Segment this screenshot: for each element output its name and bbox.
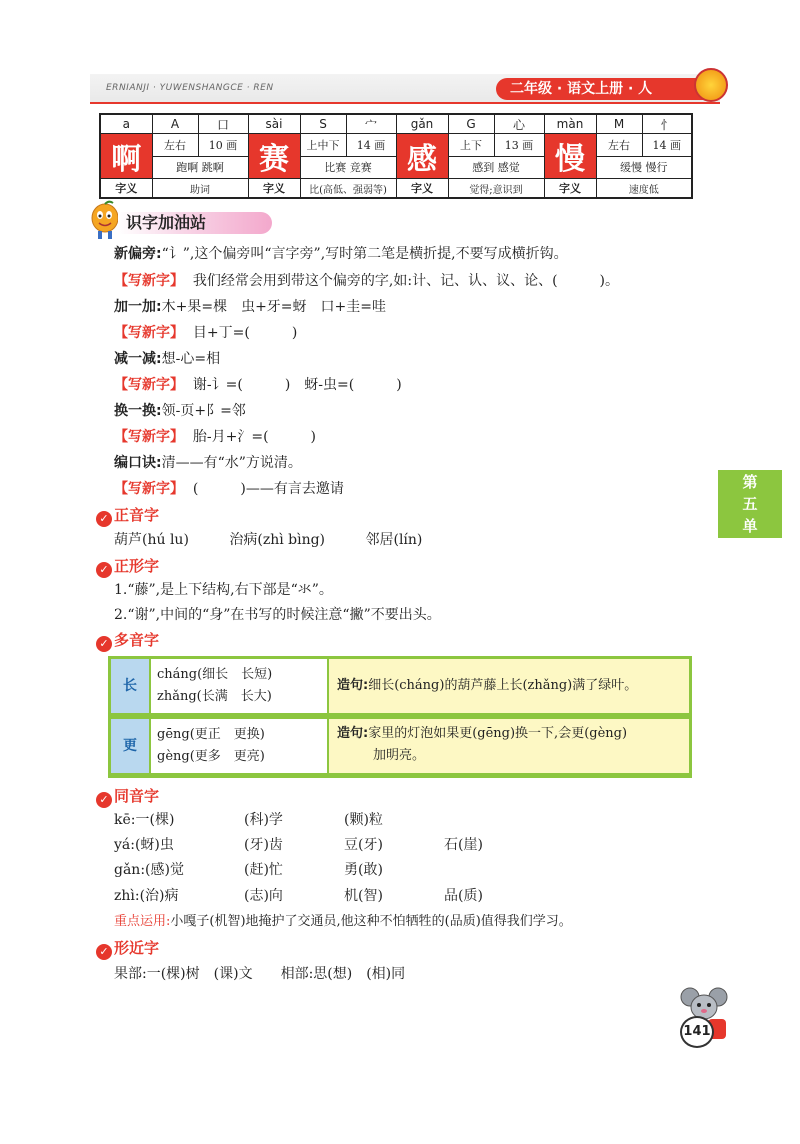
unit-side-tab <box>718 470 782 557</box>
structure-cell: 上中下 <box>300 134 346 157</box>
header-badge-icon <box>694 68 728 102</box>
line-text: 胎-月+氵=( ) <box>192 429 317 445</box>
mango-mascot-icon <box>88 200 122 240</box>
side-tab-char: 元 <box>742 539 758 557</box>
tongyin-row <box>114 886 483 906</box>
page-number: 141 <box>680 1016 714 1048</box>
line-text: ( )——有言去邀请 <box>192 481 344 497</box>
meaning-label: 字义 <box>248 179 300 199</box>
meaning-cell: 速度低 <box>596 179 692 199</box>
duoyin-table <box>108 656 692 778</box>
swap-line <box>114 401 246 421</box>
strokes-cell: 10 画 <box>198 134 248 157</box>
radical-cell: 心 <box>494 114 544 134</box>
cell: 品(质) <box>444 888 483 904</box>
check-icon: ✓ <box>96 792 112 808</box>
add-line <box>114 297 386 317</box>
write-line <box>114 375 402 395</box>
sentence-text: 家里的灯泡如果更(gēng)换一下,会更(gèng) <box>368 726 628 741</box>
cap-cell: A <box>152 114 198 134</box>
header-pinyin: ERNIANJI · YUWENSHANGCE · REN <box>106 83 274 93</box>
cell: gǎn:(感)觉 <box>114 862 184 878</box>
sentence-text: 细长(cháng)的葫芦藤上长(zhǎng)满了绿叶。 <box>368 678 638 693</box>
duoyin-sentence <box>329 659 689 713</box>
section-heading: 多音字 <box>114 631 160 649</box>
words-cell: 比赛 竞赛 <box>300 156 396 179</box>
line-text: 领-页+阝=邻 <box>161 403 246 419</box>
write-label: 【写新字】 <box>114 481 184 497</box>
write-label: 【写新字】 <box>114 273 184 289</box>
structure-cell: 左右 <box>596 134 642 157</box>
duoyin-key: 长 <box>111 659 149 713</box>
cell: kē:一(棵) <box>114 812 175 828</box>
write-line <box>114 479 344 499</box>
side-tab-char: 五 <box>742 495 758 513</box>
table-row <box>100 134 692 157</box>
pinyin-cell: a <box>100 114 152 134</box>
list-item: 葫芦(hú lu) <box>114 532 189 548</box>
side-tab-char: 单 <box>742 517 758 535</box>
line-label: 减一减: <box>114 351 162 367</box>
meaning-label: 字义 <box>100 179 152 199</box>
strokes-cell: 14 画 <box>346 134 396 157</box>
line-text: 想-心=相 <box>161 351 221 367</box>
cell: 机(智) <box>344 888 383 904</box>
write-line <box>114 271 619 291</box>
line-label: 编口诀: <box>114 455 162 471</box>
apply-line <box>114 912 572 932</box>
radical-cell: 忄 <box>642 114 692 134</box>
write-label: 【写新字】 <box>114 429 184 445</box>
pinyin-cell: sài <box>248 114 300 134</box>
reading: cháng(细长 长短) <box>157 667 273 682</box>
tongyin-row <box>114 835 483 855</box>
structure-cell: 上下 <box>448 134 494 157</box>
xingjin-title <box>96 938 159 960</box>
section-title: 识字加油站 <box>118 212 272 234</box>
line-text: 谢-讠=( ) 蚜-虫=( ) <box>192 377 402 393</box>
line-label: 加一加: <box>114 299 162 315</box>
character-table <box>99 113 693 199</box>
header-title: 二年级 · 语文上册 · 人 <box>496 78 718 100</box>
pinyin-cell: gǎn <box>396 114 448 134</box>
meaning-label: 字义 <box>396 179 448 199</box>
apply-text: 小嘎子(机智)地掩护了交通员,他这种不怕牺牲的(品质)值得我们学习。 <box>170 914 572 929</box>
duoyin-sentence <box>329 719 689 773</box>
words-cell: 缓慢 慢行 <box>596 156 692 179</box>
list-item: 2.“谢”,中间的“身”在书写的时候注意“撇”不要出头。 <box>114 607 441 623</box>
words-cell: 感到 感觉 <box>448 156 544 179</box>
header-divider <box>90 102 720 104</box>
rhyme-line <box>114 453 302 473</box>
line-text: 我们经常会用到带这个偏旁的字,如:计、记、认、议、论、( )。 <box>192 273 619 289</box>
cell: 勇(敢) <box>344 862 383 878</box>
list-item: 治病(zhì bìng) <box>229 532 326 548</box>
side-tab-char: 第 <box>742 473 758 491</box>
table-row <box>109 657 691 715</box>
radical-cell: 口 <box>198 114 248 134</box>
section-heading: 形近字 <box>114 939 160 957</box>
meaning-cell: 比(高低、强弱等) <box>300 179 396 199</box>
zhengyin-title <box>96 505 159 527</box>
cap-cell: S <box>300 114 346 134</box>
check-icon: ✓ <box>96 511 112 527</box>
section-heading: 正音字 <box>114 506 160 524</box>
zhengxing-title <box>96 556 159 578</box>
section-heading: 同音字 <box>114 787 160 805</box>
duoyin-readings <box>151 719 327 773</box>
reading: gèng(更多 更亮) <box>157 749 265 764</box>
strokes-cell: 14 画 <box>642 134 692 157</box>
meaning-cell: 觉得;意识到 <box>448 179 544 199</box>
big-character: 赛 <box>248 134 300 179</box>
pinyin-cell: màn <box>544 114 596 134</box>
line-text: 目+丁=( ) <box>192 325 298 341</box>
cap-cell: M <box>596 114 642 134</box>
write-label: 【写新字】 <box>114 377 184 393</box>
zhengyin-items <box>114 530 422 550</box>
cell: 豆(牙) <box>344 837 383 853</box>
table-row <box>100 179 692 199</box>
cell: (颗)粒 <box>344 812 383 828</box>
cell: yá:(蚜)虫 <box>114 837 174 853</box>
table-row <box>100 114 692 134</box>
big-character: 啊 <box>100 134 152 179</box>
reading: gēng(更正 更换) <box>157 727 265 742</box>
tongyin-row <box>114 810 444 830</box>
line-text: 木+果=棵 虫+牙=蚜 口+圭=哇 <box>161 299 386 315</box>
reading: zhǎng(长满 长大) <box>157 689 272 704</box>
xingjin-text: 果部:一(棵)树 (课)文 相部:思(想) (相)同 <box>114 966 406 982</box>
duoyin-readings <box>151 659 327 713</box>
cell: (科)学 <box>244 812 283 828</box>
cell: (志)向 <box>244 888 283 904</box>
table-row <box>109 717 691 775</box>
line-label: 换一换: <box>114 403 162 419</box>
cell: 石(崖) <box>444 837 483 853</box>
write-line <box>114 323 297 343</box>
tongyin-title <box>96 786 159 808</box>
cell: (赶)忙 <box>244 862 283 878</box>
check-icon: ✓ <box>96 636 112 652</box>
line-text: 清——有“水”方说清。 <box>161 455 302 471</box>
cell: (牙)齿 <box>244 837 283 853</box>
new-radical-line <box>114 244 568 264</box>
tongyin-row <box>114 860 444 880</box>
list-item: 邻居(lín) <box>365 532 423 548</box>
list-item: 1.“藤”,是上下结构,右下部是“氺”。 <box>114 582 333 598</box>
sentence-label: 造句: <box>337 726 369 741</box>
strokes-cell: 13 画 <box>494 134 544 157</box>
line-text: “讠”,这个偏旁叫“言字旁”,写时第二笔是横折提,不要写成横折钩。 <box>161 246 568 262</box>
check-icon: ✓ <box>96 562 112 578</box>
check-icon: ✓ <box>96 944 112 960</box>
meaning-cell: 助词 <box>152 179 248 199</box>
line-label: 新偏旁: <box>114 246 162 262</box>
sentence-text: 加明亮。 <box>373 748 426 763</box>
cap-cell: G <box>448 114 494 134</box>
write-line <box>114 427 316 447</box>
duoyin-title <box>96 630 159 652</box>
duoyin-key: 更 <box>111 719 149 773</box>
big-character: 慢 <box>544 134 596 179</box>
radical-cell: 宀 <box>346 114 396 134</box>
structure-cell: 左右 <box>152 134 198 157</box>
words-cell: 跑啊 跳啊 <box>152 156 248 179</box>
sentence-label: 造句: <box>337 678 369 693</box>
section-heading: 正形字 <box>114 557 160 575</box>
write-label: 【写新字】 <box>114 325 184 341</box>
apply-label: 重点运用: <box>114 914 171 929</box>
subtract-line <box>114 349 220 369</box>
cell: zhì:(治)病 <box>114 888 179 904</box>
meaning-label: 字义 <box>544 179 596 199</box>
big-character: 感 <box>396 134 448 179</box>
